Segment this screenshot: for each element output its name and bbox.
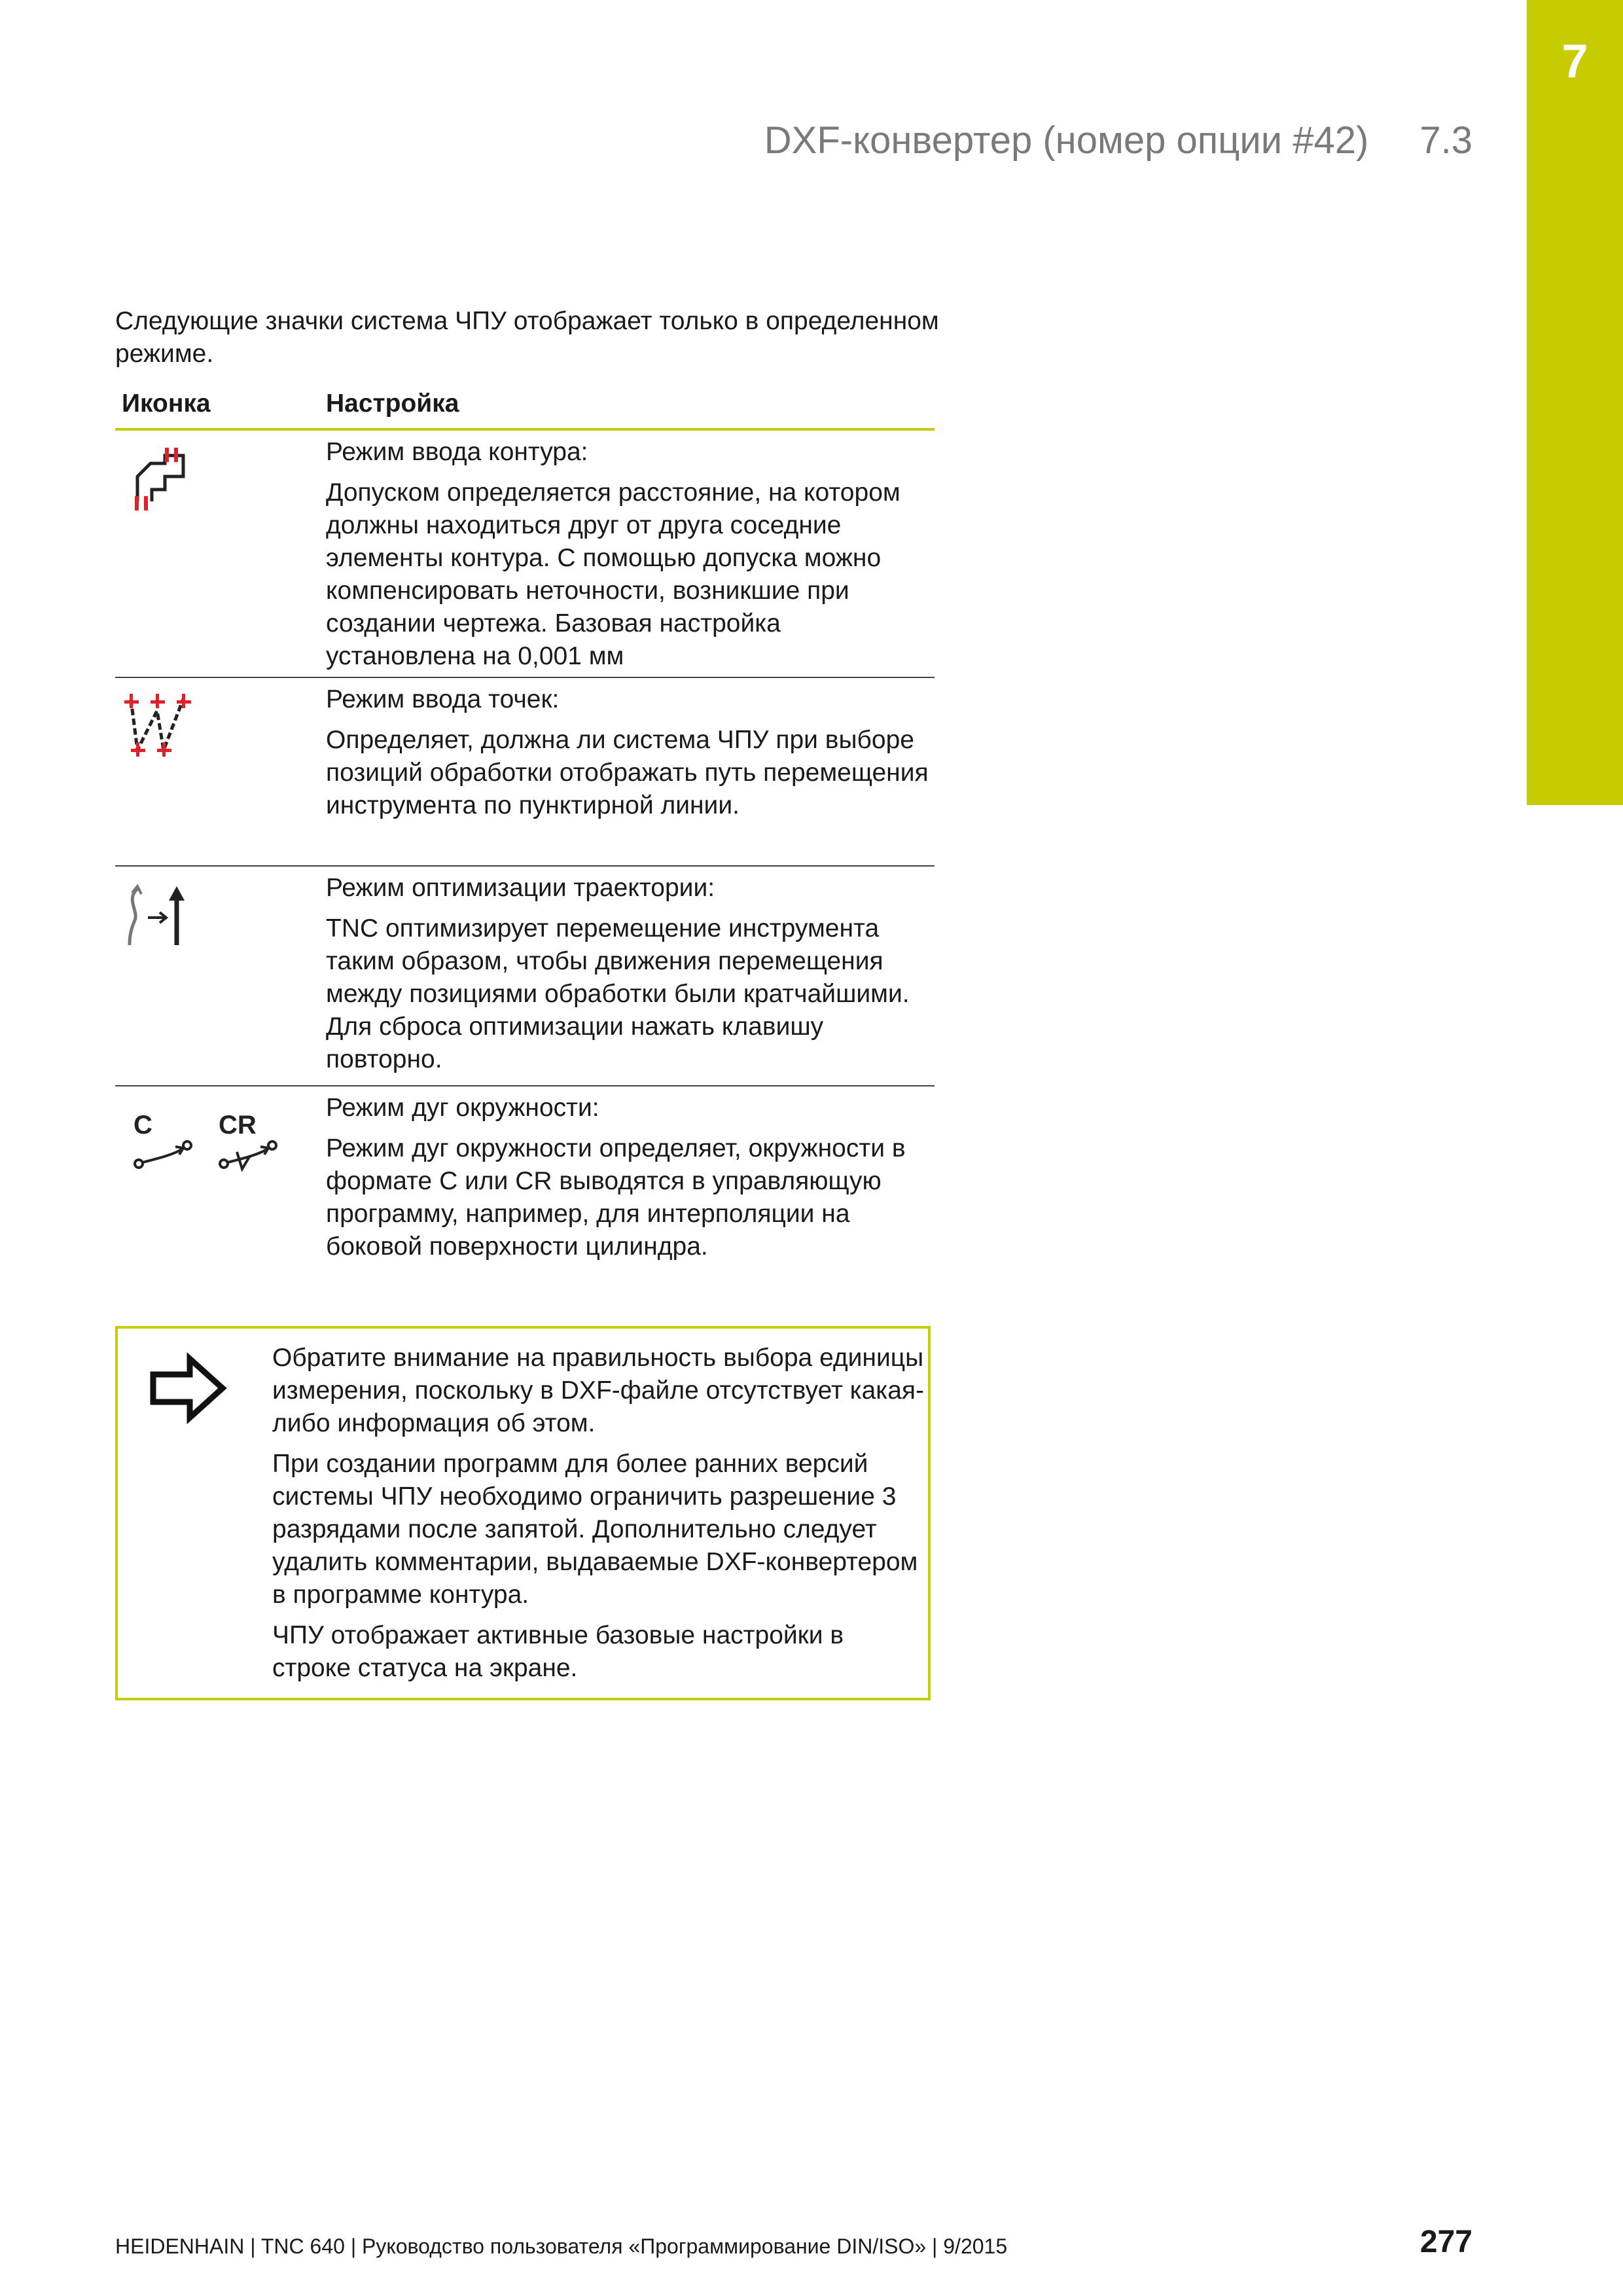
row-description: Допуском определяется расстояние, на котором должны находиться друг от друга соседние элементы контура. С помощью допуска можно компенсировать неточности, возникшие при создании чертежа. Базовая настройка установлена на 0,001 мм bbox=[326, 478, 901, 670]
point-input-mode-icon bbox=[119, 691, 191, 766]
row-title: Режим дуг окружности: bbox=[326, 1094, 599, 1122]
table-row bbox=[115, 431, 935, 678]
note-paragraph: Обратите внимание на правильность выбора единицы измерения, поскольку в DXF-файле отсутствует какая-либо информация об этом. bbox=[272, 1344, 924, 1437]
intro-text: Следующие значки система ЧПУ отображает только в определенном режиме. bbox=[115, 307, 939, 368]
path-optimization-icon bbox=[119, 880, 191, 955]
table-row bbox=[115, 1086, 935, 1302]
page-header bbox=[654, 118, 1472, 164]
chapter-tab bbox=[1527, 0, 1623, 805]
header-section: 7.3 bbox=[1419, 119, 1472, 162]
contour-input-mode-icon bbox=[119, 444, 191, 519]
page-footer: HEIDENHAIN | TNC 640 | Руководство пользователя «Программирование DIN/ISO» | 9/2015 bbox=[115, 2234, 1008, 2258]
arrow-right-icon bbox=[148, 1352, 229, 1427]
note-paragraph: ЧПУ отображает активные базовые настройки в строке статуса на экране. bbox=[272, 1621, 844, 1682]
table-header bbox=[115, 386, 935, 431]
row-title: Режим оптимизации траектории: bbox=[326, 874, 715, 902]
chapter-number: 7 bbox=[1561, 35, 1588, 88]
column-header-icon: Иконка bbox=[122, 389, 211, 418]
svg-text:CR: CR bbox=[219, 1111, 257, 1139]
page-number: 277 bbox=[1419, 2225, 1472, 2259]
table-row bbox=[115, 867, 935, 1086]
row-description: TNC оптимизирует перемещение инструмента таким образом, чтобы движения перемещения между позициями обработки были кратчайшими. Для сброса оптимизации нажать клавишу повторно. bbox=[326, 914, 910, 1073]
header-title: DXF-конвертер (номер опции #42) bbox=[764, 119, 1369, 162]
note-box bbox=[115, 1326, 931, 1700]
table-row bbox=[115, 678, 935, 867]
row-title: Режим ввода точек: bbox=[326, 685, 560, 713]
row-title: Режим ввода контура: bbox=[326, 438, 588, 466]
column-header-setting: Настройка bbox=[326, 389, 459, 418]
row-description: Режим дуг окружности определяет, окружности в формате C или CR выводятся в управляющую программу, например, для интерполяции на боковой поверхности цилиндра. bbox=[326, 1134, 906, 1261]
svg-text:C: C bbox=[134, 1111, 152, 1139]
circular-arc-mode-icon bbox=[119, 1106, 289, 1181]
row-description: Определяет, должна ли система ЧПУ при выборе позиций обработки отображать путь перемещения инструмента по пунктирной линии. bbox=[326, 726, 929, 819]
note-paragraph: При создании программ для более ранних версий системы ЧПУ необходимо ограничить разрешение 3 разрядами после запятой. Дополнительно следует удалить комментарии, выдаваемые DXF-конвертером в программе контура. bbox=[272, 1450, 918, 1609]
